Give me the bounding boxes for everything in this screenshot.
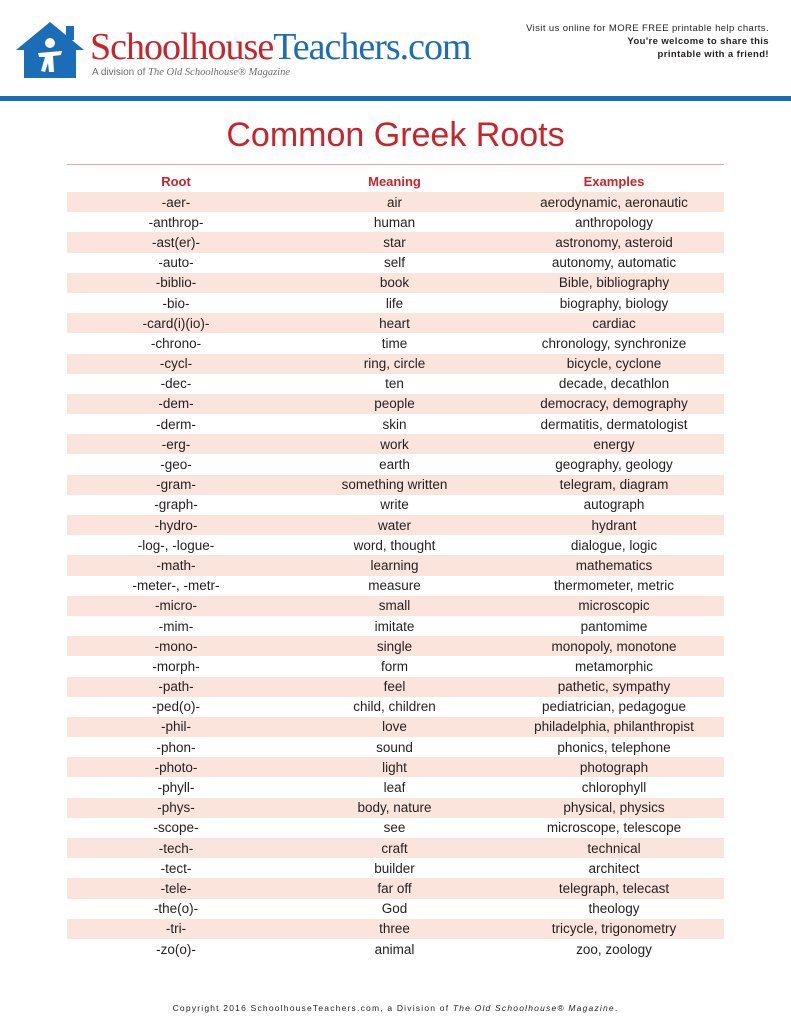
meaning-cell: three — [285, 919, 504, 939]
table-row — [67, 899, 724, 919]
examples-cell: physical, physics — [504, 798, 724, 818]
footer-magazine: The Old Schoolhouse® Magazine — [452, 1003, 615, 1013]
meaning-cell: heart — [285, 313, 504, 333]
meaning-cell: love — [285, 717, 504, 737]
examples-cell: astronomy, asteroid — [504, 232, 724, 252]
table-row — [67, 374, 724, 394]
examples-cell: microscopic — [504, 596, 724, 616]
meaning-cell: single — [285, 636, 504, 656]
root-cell: -tect- — [160, 860, 192, 876]
table-row — [67, 939, 724, 959]
meaning-cell: far off — [285, 878, 504, 898]
table-row — [67, 858, 724, 878]
table-row — [67, 677, 724, 697]
examples-cell: technical — [504, 838, 724, 858]
root-cell: -math- — [67, 555, 285, 575]
root-cell: -geo- — [160, 457, 192, 473]
table-row — [67, 414, 724, 434]
examples-cell: energy — [504, 434, 724, 454]
meaning-cell: ten — [385, 376, 404, 392]
table-row — [67, 212, 724, 232]
page-title: Common Greek Roots — [226, 116, 565, 154]
table-row — [67, 919, 724, 939]
examples-cell: pediatrician, pedagogue — [541, 699, 687, 715]
meaning-cell: see — [383, 820, 406, 836]
examples-cell: aerodynamic, aeronautic — [504, 192, 724, 212]
footer-suffix: . — [614, 1003, 619, 1013]
visit-line-3: printable with a friend! — [657, 49, 769, 60]
examples-cell: chronology, synchronize — [541, 335, 687, 351]
examples-cell: telegram, diagram — [504, 475, 724, 495]
subbrand-line — [92, 67, 290, 78]
meaning-cell: self — [383, 255, 405, 271]
table-row — [67, 293, 724, 313]
root-cell: -scope- — [153, 820, 199, 836]
meaning-cell: ring, circle — [285, 354, 504, 374]
table-row — [67, 777, 724, 797]
table-row — [67, 253, 724, 273]
table-row — [67, 495, 724, 515]
table-header-row — [67, 170, 724, 192]
table-row — [67, 535, 724, 555]
table-row — [67, 515, 724, 535]
root-cell: -derm- — [156, 416, 196, 432]
root-cell: -morph- — [152, 658, 200, 674]
root-cell: -mono- — [67, 636, 285, 656]
root-cell: -phil- — [67, 717, 285, 737]
root-cell: -biblio- — [67, 273, 285, 293]
meaning-cell: work — [285, 434, 504, 454]
table-row — [67, 838, 724, 858]
examples-cell: dermatitis, dermatologist — [540, 416, 688, 432]
root-cell: -tech- — [67, 838, 285, 858]
table-row — [67, 717, 724, 737]
examples-cell: zoo, zoology — [576, 941, 652, 957]
meaning-cell: light — [285, 757, 504, 777]
root-cell: -dec- — [160, 376, 192, 392]
examples-cell: democracy, demography — [504, 394, 724, 414]
examples-cell: thermometer, metric — [553, 578, 675, 594]
title-divider — [67, 164, 724, 165]
examples-cell: geography, geology — [555, 457, 673, 473]
root-cell: -auto- — [158, 255, 194, 271]
meaning-cell: sound — [376, 739, 413, 755]
column-header-examples: Examples — [583, 173, 645, 189]
table-row — [67, 475, 724, 495]
table-row — [67, 434, 724, 454]
table-row — [67, 576, 724, 596]
meaning-cell: water — [285, 515, 504, 535]
examples-cell: telegraph, telecast — [504, 878, 724, 898]
column-header-meaning: Meaning — [368, 173, 421, 189]
meaning-cell: earth — [379, 457, 410, 473]
meaning-cell: small — [285, 596, 504, 616]
meaning-cell: something written — [285, 475, 504, 495]
table-row — [67, 596, 724, 616]
table-row — [67, 616, 724, 636]
root-cell: -ast(er)- — [67, 232, 285, 252]
meaning-cell: skin — [382, 416, 407, 432]
meaning-cell: people — [285, 394, 504, 414]
root-cell: -phys- — [67, 798, 285, 818]
table-row — [67, 757, 724, 777]
root-cell: -anthrop- — [148, 214, 204, 230]
examples-cell: decade, decathlon — [558, 376, 670, 392]
copyright-footer — [0, 1003, 791, 1013]
examples-cell: microscope, telescope — [546, 820, 682, 836]
meaning-cell: imitate — [374, 618, 415, 634]
root-cell: -gram- — [67, 475, 285, 495]
root-cell: -bio- — [162, 295, 190, 311]
table-row — [67, 192, 724, 212]
examples-cell: dialogue, logic — [570, 537, 658, 553]
table-row — [67, 798, 724, 818]
footer-prefix: Copyright 2016 SchoolhouseTeachers.com, a Division of — [172, 1003, 453, 1013]
meaning-cell: animal — [374, 941, 415, 957]
meaning-cell: child, children — [353, 699, 436, 715]
table-body — [67, 192, 724, 959]
table-row — [67, 697, 724, 717]
meaning-cell: write — [380, 497, 409, 513]
root-cell: -photo- — [67, 757, 285, 777]
meaning-cell: book — [285, 273, 504, 293]
table-row — [67, 454, 724, 474]
examples-cell: pantomime — [580, 618, 648, 634]
subbrand-magazine: The Old Schoolhouse® Magazine — [148, 67, 290, 78]
visit-note — [526, 22, 769, 61]
root-cell: -phon- — [156, 739, 196, 755]
examples-cell: architect — [588, 860, 640, 876]
examples-cell: autograph — [583, 497, 645, 513]
table-row — [67, 313, 724, 333]
meaning-cell: measure — [368, 578, 421, 594]
root-cell: -cycl- — [67, 354, 285, 374]
root-cell: -card(i)(io)- — [67, 313, 285, 333]
root-cell: -hydro- — [67, 515, 285, 535]
visit-line-1: Visit us online for MORE FREE printable help charts. — [526, 23, 769, 34]
examples-cell: anthropology — [574, 214, 654, 230]
meaning-cell: time — [381, 335, 408, 351]
meaning-cell: feel — [285, 677, 504, 697]
subbrand-prefix: A division of — [92, 67, 149, 78]
meaning-cell: form — [381, 658, 408, 674]
meaning-cell: builder — [374, 860, 415, 876]
root-cell: -phyll- — [157, 780, 195, 796]
root-cell: -tri- — [67, 919, 285, 939]
brand-part-red: Schoolhouse — [90, 26, 274, 68]
examples-cell: hydrant — [504, 515, 724, 535]
column-header-root: Root — [161, 173, 191, 189]
table-row — [67, 394, 724, 414]
meaning-cell: air — [285, 192, 504, 212]
meaning-cell: learning — [285, 555, 504, 575]
root-cell: -zo(o)- — [156, 941, 196, 957]
root-cell: -the(o)- — [153, 901, 199, 917]
root-cell: -chrono- — [150, 335, 202, 351]
table-row — [67, 555, 724, 575]
table-row — [67, 656, 724, 676]
examples-cell: cardiac — [504, 313, 724, 333]
examples-cell: phonics, telephone — [557, 739, 671, 755]
meaning-cell: word, thought — [353, 537, 436, 553]
schoolhouse-logo-icon — [14, 20, 86, 80]
table-row — [67, 273, 724, 293]
brand-wordmark — [90, 27, 471, 67]
meaning-cell: life — [385, 295, 404, 311]
root-cell: -path- — [67, 677, 285, 697]
meaning-cell: star — [285, 232, 504, 252]
visit-line-2: You're welcome to share this — [627, 36, 769, 47]
examples-cell: mathematics — [504, 555, 724, 575]
examples-cell: tricycle, trigonometry — [504, 919, 724, 939]
examples-cell: bicycle, cyclone — [504, 354, 724, 374]
meaning-cell: God — [381, 901, 408, 917]
examples-cell: photograph — [504, 757, 724, 777]
examples-cell: biography, biology — [559, 295, 669, 311]
table-row — [67, 232, 724, 252]
table-row — [67, 333, 724, 353]
root-cell: -erg- — [67, 434, 285, 454]
table-row — [67, 878, 724, 898]
root-cell: -ped(o)- — [151, 699, 200, 715]
root-cell: -log-, -logue- — [137, 537, 215, 553]
root-cell: -mim- — [158, 618, 194, 634]
examples-cell: philadelphia, philanthropist — [504, 717, 724, 737]
examples-cell: monopoly, monotone — [504, 636, 724, 656]
root-cell: -graph- — [154, 497, 198, 513]
root-cell: -aer- — [67, 192, 285, 212]
root-cell: -dem- — [67, 394, 285, 414]
examples-cell: chlorophyll — [581, 780, 647, 796]
examples-cell: theology — [588, 901, 640, 917]
meaning-cell: craft — [285, 838, 504, 858]
table-row — [67, 354, 724, 374]
examples-cell: metamorphic — [574, 658, 654, 674]
meaning-cell: body, nature — [285, 798, 504, 818]
root-cell: -tele- — [67, 878, 285, 898]
table-row — [67, 636, 724, 656]
brand-part-blue: Teachers.com — [273, 26, 471, 68]
header-divider — [0, 96, 791, 101]
table-row — [67, 737, 724, 757]
root-cell: -meter-, -metr- — [132, 578, 220, 594]
meaning-cell: leaf — [383, 780, 406, 796]
meaning-cell: human — [373, 214, 416, 230]
examples-cell: autonomy, automatic — [551, 255, 677, 271]
examples-cell: Bible, bibliography — [504, 273, 724, 293]
examples-cell: pathetic, sympathy — [504, 677, 724, 697]
table-row — [67, 818, 724, 838]
greek-roots-table — [67, 170, 724, 959]
root-cell: -micro- — [67, 596, 285, 616]
